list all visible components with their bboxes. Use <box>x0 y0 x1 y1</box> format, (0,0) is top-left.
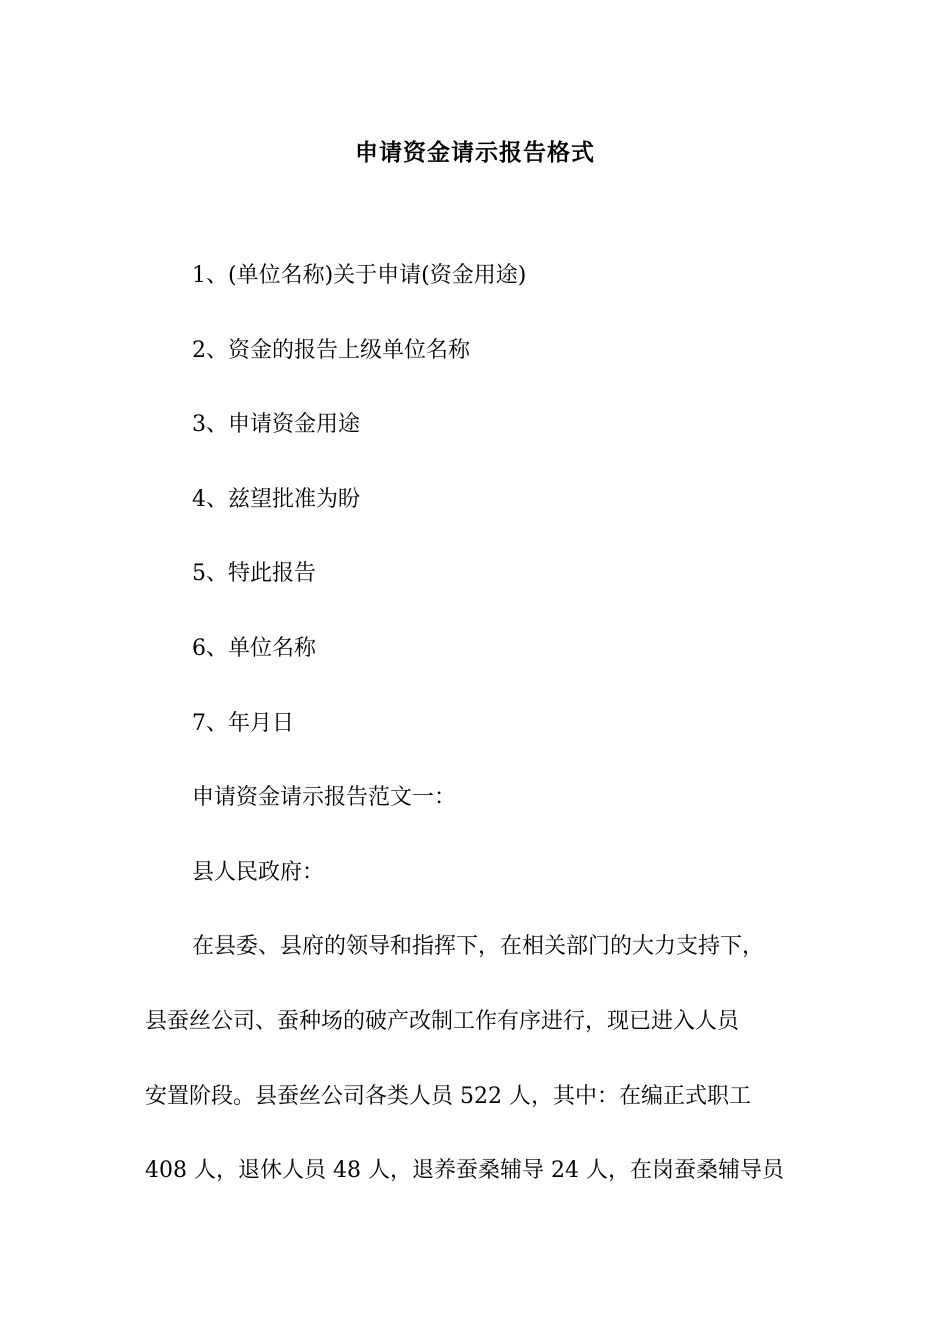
body-line-1: 在县委、县府的领导和指挥下，在相关部门的大力支持下， <box>192 934 765 959</box>
format-item-5: 5、特此报告 <box>192 561 316 586</box>
body-line-3: 安置阶段。县蚕丝公司各类人员 522 人，其中：在编正式职工 <box>145 1084 751 1109</box>
format-item-6: 6、单位名称 <box>192 636 316 661</box>
sample-heading: 申请资金请示报告范文一： <box>192 785 457 810</box>
body-line-2: 县蚕丝公司、蚕种场的破产改制工作有序进行，现已进入人员 <box>145 1009 740 1034</box>
format-item-3: 3、申请资金用途 <box>192 412 360 437</box>
document-title: 申请资金请示报告格式 <box>355 140 595 166</box>
format-item-4: 4、兹望批准为盼 <box>192 487 360 512</box>
format-item-1: 1、(单位名称)关于申请(资金用途) <box>192 263 527 288</box>
format-item-2: 2、资金的报告上级单位名称 <box>192 338 470 363</box>
addressee: 县人民政府： <box>192 860 325 885</box>
format-item-7: 7、年月日 <box>192 711 294 736</box>
body-line-4: 408 人，退休人员 48 人，退养蚕桑辅导 24 人，在岗蚕桑辅导员 <box>145 1158 784 1183</box>
